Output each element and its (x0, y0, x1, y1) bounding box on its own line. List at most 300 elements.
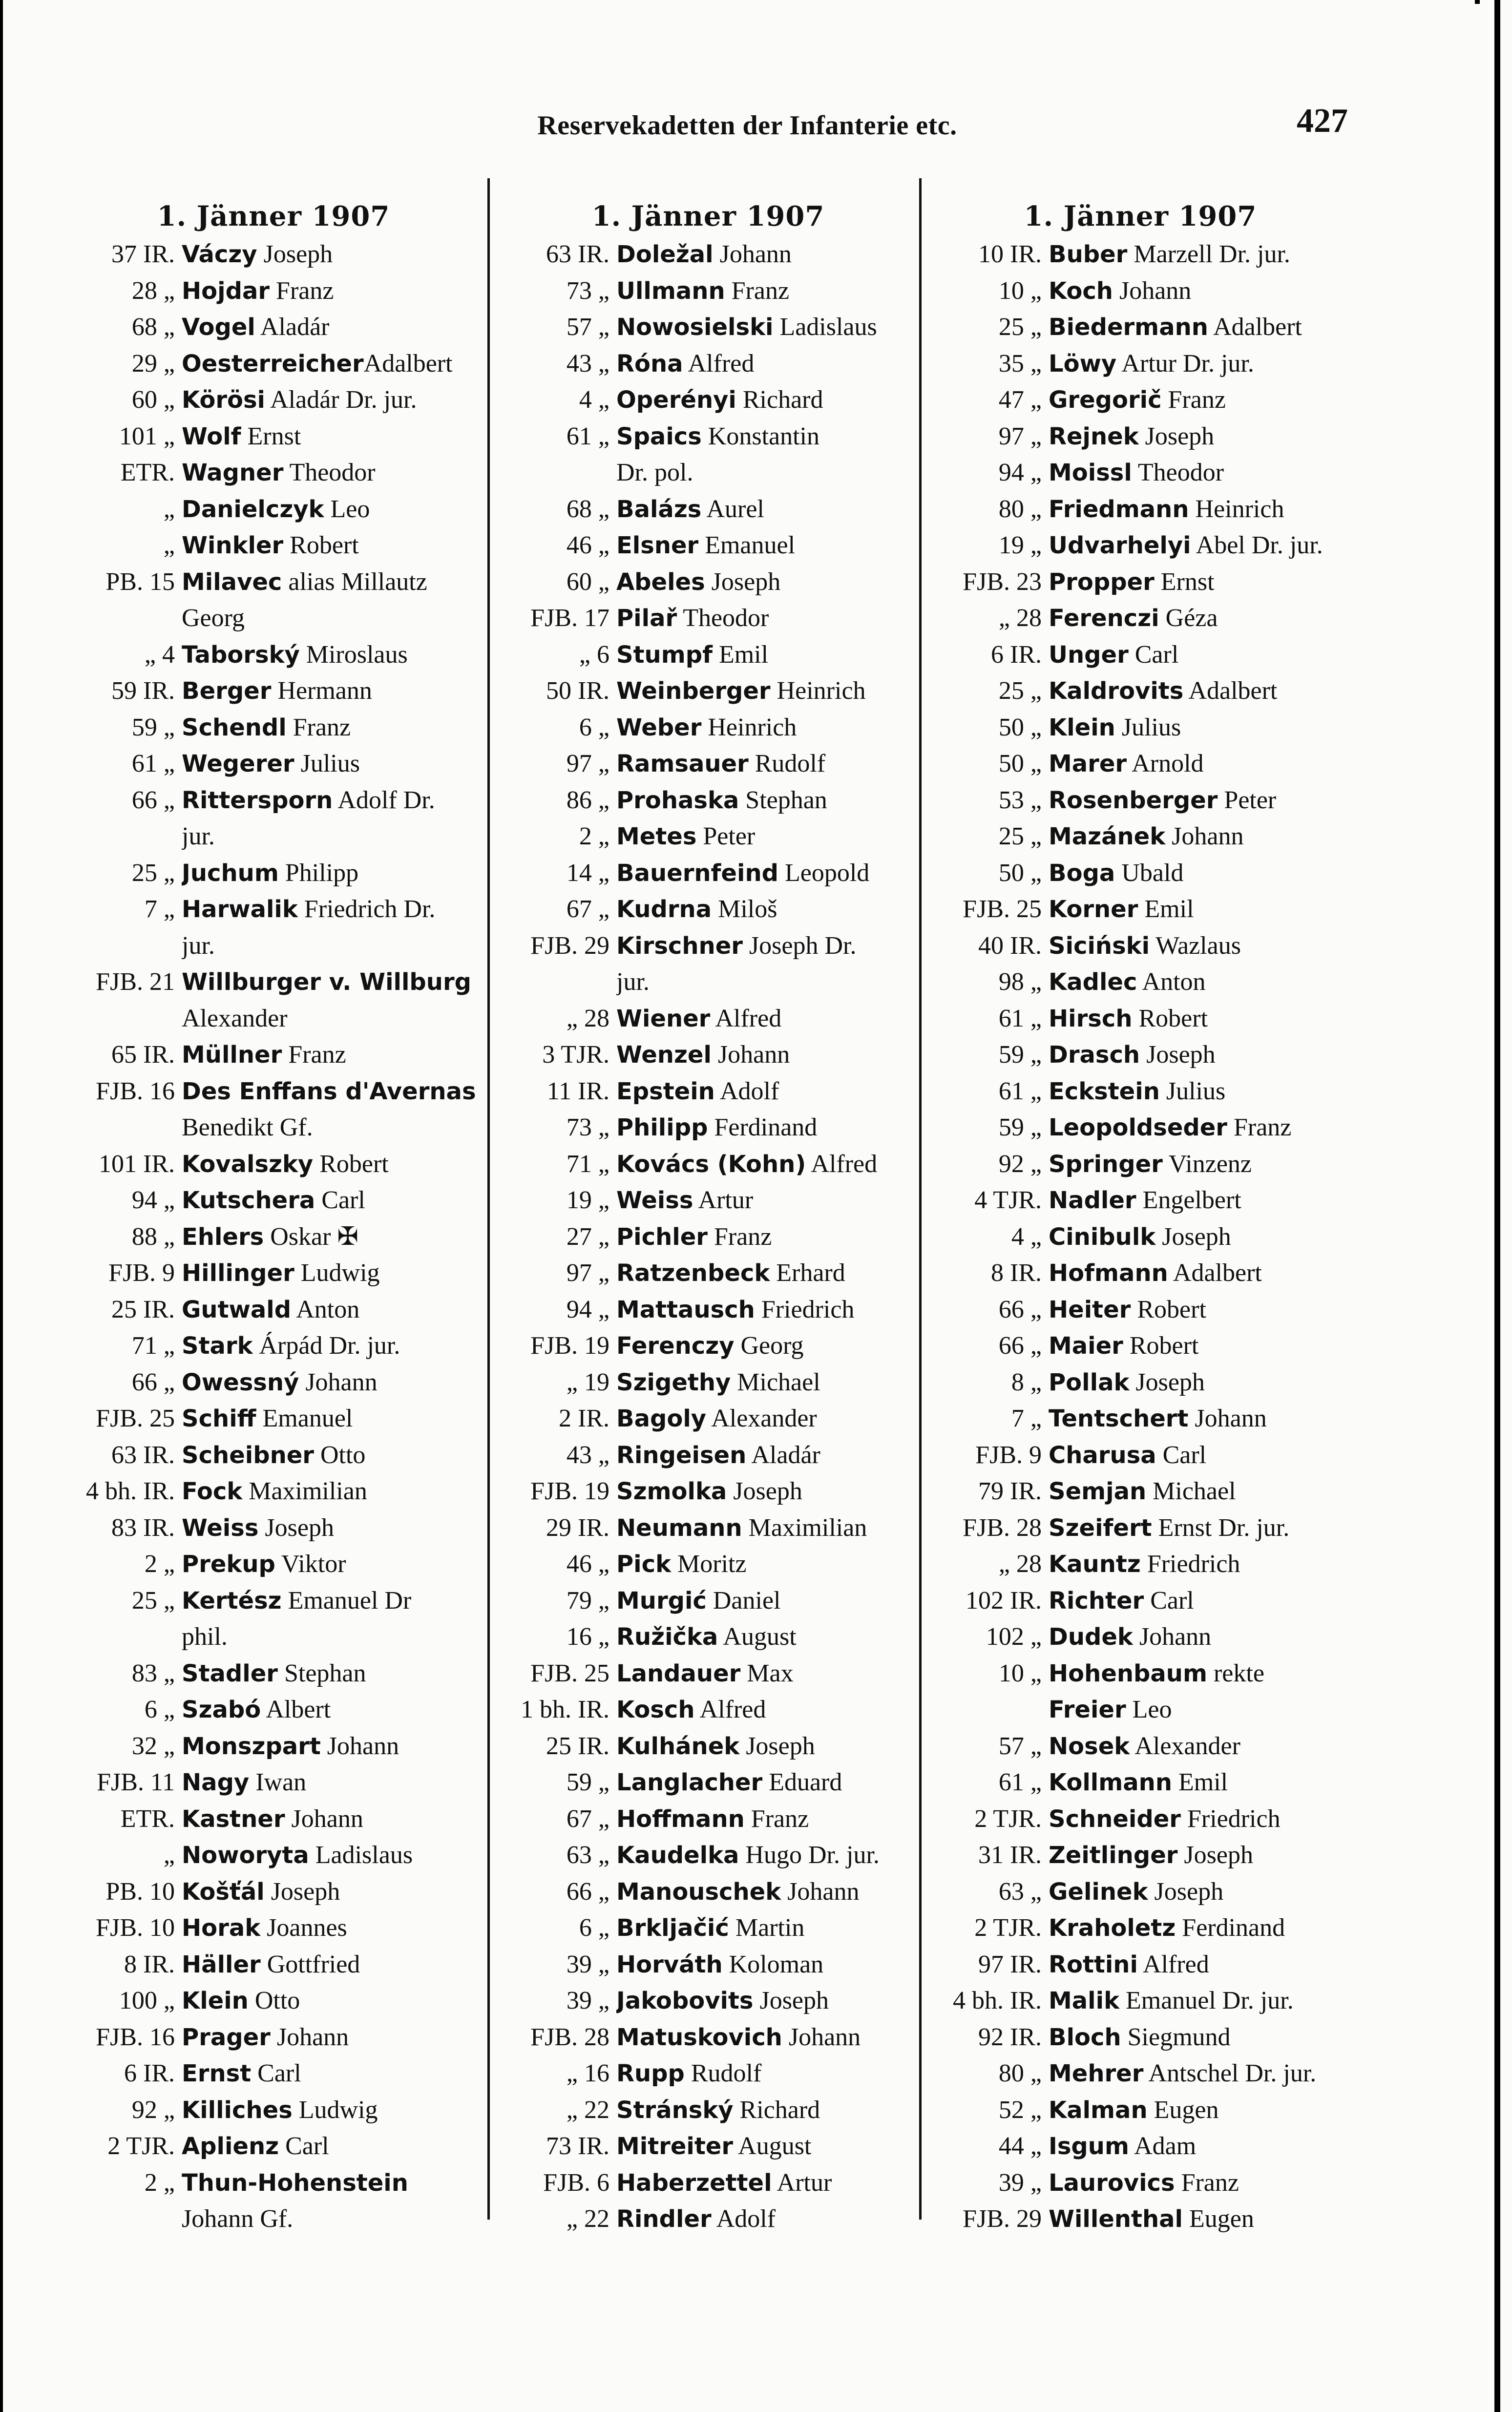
given-name: Friedrich Dr. (297, 895, 436, 923)
entry-text (1049, 236, 1345, 273)
entry-text (182, 564, 479, 601)
list-item (935, 600, 1345, 637)
entry-text (616, 1546, 913, 1583)
given-name: Johann (781, 1877, 860, 1906)
unit-reference: 61 „ (998, 1077, 1042, 1105)
given-name: Peter (1218, 786, 1277, 814)
unit-reference: 32 „ (131, 1732, 175, 1760)
given-name: Franz (725, 276, 790, 305)
entry-text (1049, 1219, 1345, 1256)
surname: Marer (1049, 750, 1127, 777)
list-item (503, 1073, 913, 1110)
given-name: Alexander (1130, 1732, 1240, 1760)
list-item (935, 746, 1345, 782)
entry-text (1049, 1583, 1345, 1619)
entry-text (616, 1401, 913, 1437)
list-item (503, 1728, 913, 1765)
unit-reference: 83 „ (131, 1659, 175, 1687)
unit-reference: „ 22 (566, 2205, 609, 2233)
surname: Kertész (182, 1587, 282, 1615)
given-name: Joseph (753, 1987, 829, 2014)
unit-reference: 40 IR. (978, 931, 1042, 960)
surname: Hirsch (1049, 1005, 1133, 1032)
entry-text (182, 1801, 479, 1838)
given-name: Carl (279, 2132, 329, 2160)
given-name: Adalbert (1168, 1259, 1262, 1287)
surname: Kulhánek (616, 1732, 740, 1760)
unit-reference: FJB. 16 (96, 1077, 175, 1105)
given-name: Abel Dr. jur. (1191, 531, 1323, 559)
given-name: Koloman (722, 1950, 824, 1978)
given-name: Julius (1115, 713, 1181, 741)
surname: Malik (1049, 1987, 1119, 2014)
surname: Monszpart (182, 1732, 321, 1760)
given-name: Ludwig (292, 2096, 378, 2124)
surname: Harwalik (182, 896, 298, 923)
surname: Horak (182, 1914, 261, 1942)
given-name: Daniel (706, 1586, 781, 1615)
unit-reference: PB. 10 (105, 1877, 175, 1906)
unit-reference: 39 „ (566, 1987, 609, 2014)
surname: Ferenczi (1049, 605, 1159, 632)
unit-reference: PB. 15 (105, 567, 175, 596)
surname: Kudrna (616, 896, 712, 923)
surname: Rindler (616, 2205, 712, 2233)
unit-reference: FJB. 19 (530, 1477, 609, 1505)
surname: Hohenbaum (1049, 1659, 1207, 1687)
list-item (503, 818, 913, 855)
entry-text (616, 746, 913, 782)
given-name: Eugen (1147, 2096, 1219, 2124)
given-name: Heinrich (770, 677, 866, 705)
unit-reference: 50 „ (998, 713, 1042, 741)
list-item (503, 1656, 913, 1692)
unit-reference: 10 IR. (978, 240, 1042, 268)
column-title: 1. Jänner 1907 (1024, 200, 1257, 232)
entry-text (1049, 2019, 1345, 2056)
unit-reference: 6 „ (579, 1914, 609, 1942)
list-item (503, 455, 913, 491)
given-name: Johann (270, 2023, 349, 2051)
unit-reference: 88 „ (131, 1222, 175, 1251)
list-item (68, 382, 479, 419)
surname: Springer (1049, 1150, 1163, 1178)
list-item (68, 346, 479, 382)
list-item (935, 2128, 1345, 2165)
entry-text (1049, 1510, 1345, 1547)
surname: Heiter (1049, 1296, 1131, 1323)
entry-text (616, 273, 913, 310)
list-item (935, 2201, 1345, 2238)
unit-reference: FJB. 25 (530, 1659, 609, 1687)
unit-reference: 2 „ (579, 822, 609, 850)
surname: Ferenczy (616, 1332, 735, 1360)
entry-text (616, 673, 913, 710)
surname: Thun-Hohenstein (182, 2169, 408, 2197)
unit-reference: 63 „ (998, 1877, 1042, 1906)
unit-reference: 7 „ (144, 895, 175, 923)
entry-text (616, 1110, 913, 1146)
unit-reference: 66 „ (998, 1295, 1042, 1323)
list-item (503, 1401, 913, 1437)
list-item (935, 309, 1345, 346)
entry-text (616, 782, 913, 819)
entry-text (1049, 710, 1345, 746)
entry-text (182, 2019, 479, 2056)
unit-reference: „ 4 (144, 640, 175, 669)
entry-text (616, 928, 913, 965)
given-name: Hermann (271, 677, 372, 705)
entry-text (1049, 964, 1345, 1001)
list-item (68, 2055, 479, 2092)
list-item (935, 2165, 1345, 2202)
unit-reference: 79 „ (566, 1586, 609, 1615)
unit-reference: 50 „ (998, 859, 1042, 887)
list-item (68, 2019, 479, 2056)
entry-text (182, 1947, 479, 1983)
entry-text (616, 637, 913, 673)
surname: Kovalszky (182, 1150, 314, 1178)
surname: Pilař (616, 605, 677, 632)
surname: Kovács (Kohn) (616, 1150, 806, 1178)
surname: Schiff (182, 1405, 256, 1432)
list-item (68, 818, 479, 855)
unit-reference: 10 „ (998, 1659, 1042, 1687)
given-name: Joseph (727, 1477, 802, 1505)
given-name: Aurel (701, 495, 764, 523)
entry-text (1049, 1364, 1345, 1401)
entry-text (182, 491, 479, 528)
list-item (935, 1073, 1345, 1110)
unit-reference: 101 IR. (99, 1150, 175, 1178)
surname: Hoffmann (616, 1805, 745, 1833)
unit-reference: 44 „ (998, 2132, 1042, 2160)
surname: Körösi (182, 386, 265, 414)
given-name: Joseph Dr. (742, 931, 857, 960)
entry-text (182, 1219, 479, 1256)
unit-reference: 66 „ (131, 1368, 175, 1396)
given-name: Ludwig (294, 1259, 380, 1287)
entry-text (1049, 273, 1345, 310)
list-item (503, 2092, 913, 2129)
entry-text (182, 1146, 479, 1183)
list-item (935, 782, 1345, 819)
given-name: Joseph (1140, 1041, 1216, 1069)
given-name: Joseph (1155, 1222, 1231, 1251)
list-item (503, 1110, 913, 1146)
given-name: jur. (182, 822, 215, 850)
page-right-border (1494, 0, 1500, 2412)
surname: Spaics (616, 422, 702, 450)
unit-reference: 25 „ (998, 677, 1042, 705)
surname: Mehrer (1049, 2060, 1144, 2087)
unit-reference: 2 TJR. (974, 1914, 1042, 1942)
unit-reference: FJB. 25 (96, 1405, 175, 1432)
column-divider (919, 178, 922, 2220)
given-name: Artur Dr. jur. (1116, 349, 1254, 378)
list-item (68, 1983, 479, 2019)
list-item (503, 2019, 913, 2056)
surname: Willburger v. Willburg (182, 968, 471, 996)
given-name: Georg (182, 604, 245, 632)
entry-text (182, 1837, 479, 1874)
list-item (503, 2165, 913, 2202)
unit-reference: „ 28 (566, 1004, 609, 1032)
list-item (68, 2128, 479, 2165)
surname: Leopoldseder (1049, 1114, 1227, 1141)
given-name: Artur (693, 1186, 754, 1214)
unit-reference: „ (163, 495, 175, 523)
entry-text (182, 1546, 479, 1583)
list-item (935, 1656, 1345, 1692)
entry-text (182, 2128, 479, 2165)
surname: Eckstein (1049, 1077, 1160, 1105)
surname: Vogel (182, 314, 255, 341)
list-item (68, 1510, 479, 1547)
entry-text (1049, 491, 1345, 528)
unit-reference: 100 „ (119, 1987, 175, 2014)
entry-text (616, 527, 913, 564)
list-item (935, 1874, 1345, 1910)
given-name: Emanuel Dr (281, 1586, 412, 1615)
unit-reference: 97 IR. (978, 1950, 1042, 1978)
list-item (503, 1255, 913, 1292)
given-name: alias Millautz (282, 567, 427, 596)
unit-reference: 63 IR. (111, 1441, 175, 1469)
list-item (68, 455, 479, 491)
entry-text (616, 1874, 913, 1910)
given-name: Emanuel (256, 1405, 353, 1432)
unit-reference: 39 „ (998, 2168, 1042, 2197)
surname: Richter (1049, 1587, 1144, 1615)
entry-text (1049, 1692, 1345, 1728)
list-item (68, 1656, 479, 1692)
unit-reference: 53 „ (998, 786, 1042, 814)
surname: Manouschek (616, 1878, 781, 1906)
list-item (68, 1947, 479, 1983)
surname: Koch (1049, 277, 1113, 305)
entry-text (182, 1619, 479, 1656)
unit-reference: 6 „ (579, 713, 609, 741)
unit-reference: „ 22 (566, 2096, 609, 2124)
surname: Weiss (616, 1187, 693, 1214)
list-item (935, 1001, 1345, 1037)
surname: Matuskovich (616, 2023, 782, 2051)
given-name: Joseph (1129, 1368, 1205, 1396)
surname: Weber (616, 713, 702, 741)
given-name: Adalbert (363, 349, 453, 378)
entry-text (616, 1837, 913, 1874)
list-item (503, 527, 913, 564)
list-item (68, 1037, 479, 1073)
list-item (503, 964, 913, 1001)
entry-text (616, 1947, 913, 1983)
given-name: Joseph (739, 1732, 815, 1760)
given-name: Adalbert (1208, 313, 1302, 341)
given-name: Johann (1133, 1623, 1212, 1651)
list-item (503, 382, 913, 419)
list-item (503, 1364, 913, 1401)
surname: Laurovics (1049, 2169, 1175, 2197)
given-name: Ladislaus (773, 313, 877, 341)
list-item (503, 1510, 913, 1547)
list-item (68, 1619, 479, 1656)
surname: Siciński (1049, 932, 1150, 960)
given-name: Carl (315, 1186, 365, 1214)
column-3 (935, 200, 1345, 2238)
list-item (68, 746, 479, 782)
unit-reference: 65 IR. (111, 1041, 175, 1069)
surname: Charusa (1049, 1441, 1156, 1469)
given-name: Emil (1172, 1768, 1228, 1796)
given-name: Joseph (1138, 422, 1215, 450)
list-item (935, 2019, 1345, 2056)
entry-text (182, 309, 479, 346)
unit-reference: 92 „ (998, 1150, 1042, 1178)
unit-reference: 60 „ (131, 386, 175, 414)
surname: Langlacher (616, 1769, 763, 1796)
unit-reference: 97 „ (566, 1259, 609, 1287)
list-item (935, 1801, 1345, 1838)
surname: Klein (182, 1987, 249, 2014)
running-title: Reservekadetten der Infanterie etc. (537, 110, 957, 141)
list-item (503, 1473, 913, 1510)
surname: Rittersporn (182, 786, 333, 814)
entry-text (616, 419, 913, 455)
unit-reference: 2 IR. (559, 1405, 609, 1432)
list-item (935, 273, 1345, 310)
given-name: Emanuel (698, 531, 796, 559)
list-item (68, 2092, 479, 2129)
surname: Pick (616, 1551, 672, 1578)
given-name: Viktor (275, 1550, 346, 1578)
unit-reference: 43 „ (566, 349, 609, 378)
unit-reference: 2 TJR. (974, 1804, 1042, 1833)
entry-text (182, 1692, 479, 1728)
unit-reference: 67 „ (566, 895, 609, 923)
list-item (503, 2055, 913, 2092)
entry-text (616, 309, 913, 346)
list-item (935, 2092, 1345, 2129)
list-item (503, 1983, 913, 2019)
entry-text (182, 2055, 479, 2092)
entry-text (182, 1110, 479, 1146)
unit-reference: 59 „ (131, 713, 175, 741)
list-item (503, 1037, 913, 1073)
entry-text (1049, 1874, 1345, 1910)
surname: Kastner (182, 1805, 285, 1833)
given-name: Johann (782, 2023, 861, 2051)
list-item (503, 746, 913, 782)
given-name: Theodor (677, 604, 769, 632)
given-name: Joseph (264, 1877, 340, 1906)
surname: Abeles (616, 568, 705, 596)
list-item (503, 710, 913, 746)
given-name: rekte (1207, 1659, 1264, 1687)
entry-text (182, 1656, 479, 1692)
entry-text (1049, 673, 1345, 710)
given-name: Franz (286, 713, 351, 741)
given-name: Adolf (711, 2205, 776, 2233)
surname: Rottini (1049, 1951, 1138, 1978)
surname: Stumpf (616, 641, 713, 669)
surname: Elsner (616, 532, 699, 559)
unit-reference: 8 IR. (991, 1259, 1042, 1287)
given-name: Richard (733, 2096, 820, 2124)
given-name: Michael (731, 1368, 820, 1396)
unit-reference: 46 „ (566, 531, 609, 559)
list-item (503, 1947, 913, 1983)
column-title: 1. Jänner 1907 (157, 200, 390, 232)
given-name: Oskar ✠ (264, 1222, 358, 1251)
unit-reference: 8 IR. (124, 1950, 175, 1978)
given-name: Johann (1188, 1405, 1267, 1432)
list-item (503, 309, 913, 346)
unit-reference: 59 „ (998, 1041, 1042, 1069)
given-name: Vinzenz (1162, 1150, 1252, 1178)
unit-reference: 6 IR. (991, 640, 1042, 669)
unit-reference: 97 „ (998, 422, 1042, 450)
unit-reference: 71 „ (566, 1150, 609, 1178)
list-item (935, 1364, 1345, 1401)
list-item (68, 1692, 479, 1728)
unit-reference: 60 „ (566, 567, 609, 596)
given-name: Carl (251, 2059, 301, 2087)
given-name: August (733, 2132, 812, 2160)
entry-text (616, 1073, 913, 1110)
surname: Gelinek (1049, 1878, 1148, 1906)
list-item (503, 637, 913, 673)
entry-list (68, 236, 479, 2238)
surname: Zeitlinger (1049, 1842, 1178, 1869)
list-item (935, 855, 1345, 892)
entry-text (1049, 1837, 1345, 1874)
entry-text (616, 1255, 913, 1292)
given-name: Robert (1123, 1332, 1199, 1360)
list-item (503, 782, 913, 819)
entry-text (182, 346, 479, 382)
unit-reference: 80 „ (998, 2059, 1042, 2087)
unit-reference: 7 „ (1011, 1405, 1042, 1432)
given-name: Adam (1129, 2132, 1197, 2160)
entry-text (616, 1583, 913, 1619)
unit-reference: 25 „ (998, 313, 1042, 341)
given-name: Marzell Dr. jur. (1127, 240, 1290, 268)
list-item (935, 1437, 1345, 1474)
given-name: Alexander (182, 1004, 288, 1032)
page-number: 427 (1297, 102, 1348, 140)
given-name: Max (740, 1659, 794, 1687)
surname: Winkler (182, 532, 284, 559)
surname: Cinibulk (1049, 1223, 1156, 1251)
list-item (503, 2128, 913, 2165)
entry-text (182, 2201, 479, 2238)
unit-reference: 59 „ (566, 1768, 609, 1796)
list-item (503, 346, 913, 382)
given-name: Ferdinand (1176, 1914, 1285, 1942)
surname: Neumann (616, 1514, 742, 1542)
given-name: Benedikt Gf. (182, 1113, 313, 1141)
list-item (503, 1910, 913, 1947)
entry-text (616, 1437, 913, 1474)
list-item (503, 928, 913, 965)
unit-reference: 43 „ (566, 1441, 609, 1469)
entry-text (1049, 1001, 1345, 1037)
given-name: Eugen (1183, 2205, 1254, 2233)
surname: Dudek (1049, 1623, 1133, 1651)
list-item (68, 1546, 479, 1583)
entry-text (182, 1364, 479, 1401)
